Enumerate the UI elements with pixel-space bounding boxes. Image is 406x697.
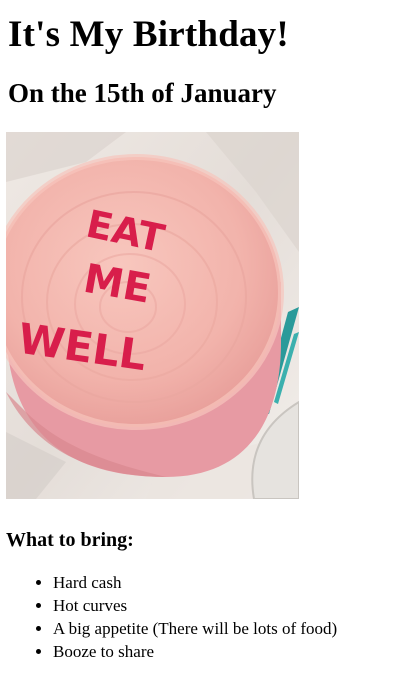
list-item: • Hard cash (53, 571, 398, 594)
list-item: • Booze to share (53, 640, 398, 663)
cake-text-eat: EAT (82, 201, 169, 261)
cake-text-well: WELL (15, 313, 150, 381)
bring-title: What to bring: (6, 529, 134, 551)
bring-list (8, 571, 398, 663)
list-item: • Hot curves (53, 594, 398, 617)
page (0, 12, 406, 663)
date-subtitle: On the 15th of January (8, 78, 277, 108)
list-item: • A big appetite (There will be lots of food) (53, 617, 398, 640)
page-title: It's My Birthday! (8, 14, 289, 55)
cake-photo (6, 132, 299, 499)
cake-text-me: ME (80, 255, 155, 313)
